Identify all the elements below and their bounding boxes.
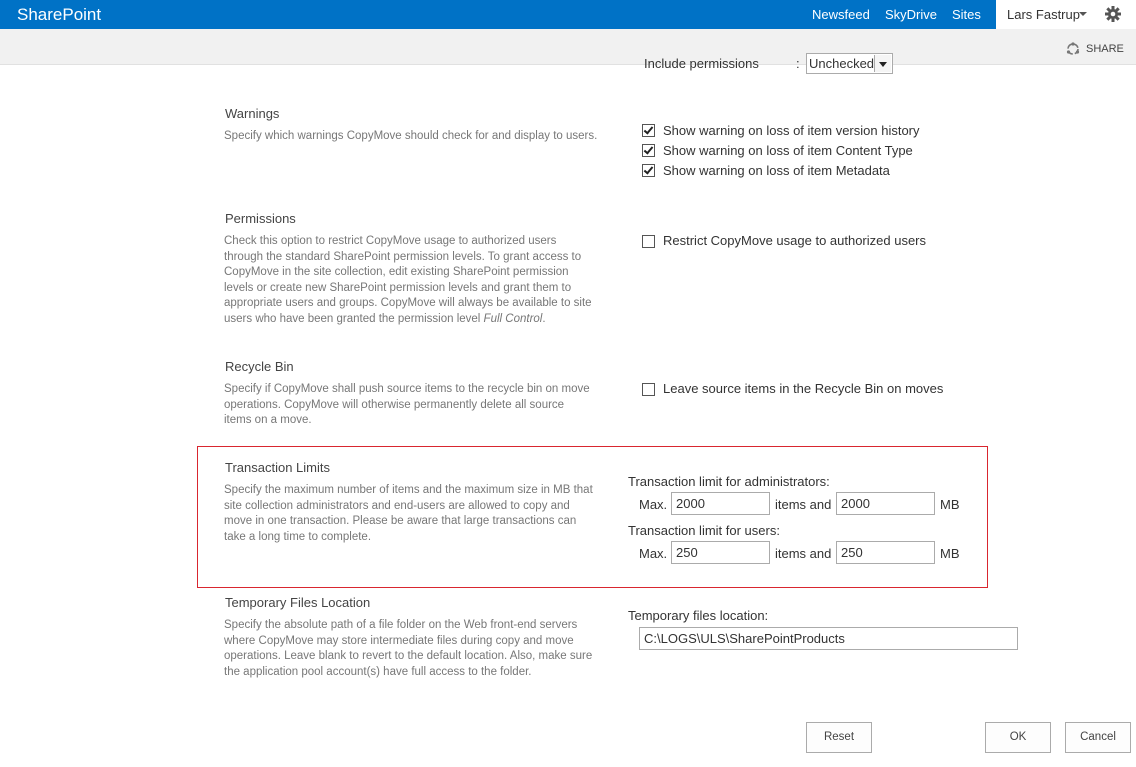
desc-line: appropriate users and groups. CopyMove will always be available to site [224, 297, 592, 309]
nav-skydrive[interactable]: SkyDrive [885, 7, 938, 22]
user-limit-label: Transaction limit for users: [628, 523, 780, 538]
recycle-bin-checkbox[interactable] [642, 383, 655, 396]
user-max-label: Max. [639, 546, 668, 561]
user-items-and-label: items and [775, 546, 832, 561]
permissions-title: Permissions [225, 211, 296, 226]
transaction-title: Transaction Limits [225, 460, 330, 475]
desc-line: operations. CopyMove will otherwise permanently delete all source [224, 398, 565, 411]
warnings-desc: Specify which warnings CopyMove should check for and display to users. [224, 130, 598, 142]
admin-mb-label: MB [940, 497, 960, 512]
desc-text: users who have been granted the permission level [224, 312, 484, 325]
ok-button[interactable]: OK [985, 722, 1051, 753]
reset-button[interactable]: Reset [806, 722, 872, 753]
desc-line: operations. Leave blank to revert to the default location. Also, make sure [224, 650, 593, 662]
version-history-label: Show warning on loss of item version history [663, 123, 920, 138]
suite-bar [0, 0, 1136, 29]
restrict-usage-checkbox[interactable] [642, 235, 655, 248]
desc-line: Specify the absolute path of a file folder on the Web front-end servers [224, 619, 578, 631]
recycle-desc [224, 382, 604, 429]
recycle-title: Recycle Bin [225, 359, 294, 374]
nav-newsfeed[interactable]: Newsfeed [812, 7, 870, 22]
admin-mb-input[interactable] [836, 492, 935, 515]
content-type-label: Show warning on loss of item Content Type [663, 143, 913, 158]
sharepoint-brand[interactable]: SharePoint [17, 5, 102, 24]
user-mb-input[interactable] [836, 541, 935, 564]
include-permissions-select[interactable] [806, 53, 893, 74]
admin-items-input[interactable] [671, 492, 770, 515]
tempfiles-input[interactable] [639, 627, 1018, 650]
desc-line: items on a move. [224, 414, 312, 426]
nav-sites[interactable]: Sites [952, 7, 981, 22]
desc-line: Specify if CopyMove shall push source items to the recycle bin on move [224, 383, 590, 395]
desc-period: . [542, 312, 546, 325]
cancel-button[interactable]: Cancel [1065, 722, 1131, 753]
content-type-checkbox[interactable] [642, 144, 655, 157]
desc-line: site collection administrators and end-users are allowed to copy and [224, 499, 570, 512]
desc-line: CopyMove in the site collection, edit existing SharePoint permission [224, 266, 569, 278]
warnings-title: Warnings [225, 106, 280, 121]
user-mb-label: MB [940, 546, 960, 561]
version-history-checkbox[interactable] [642, 124, 655, 137]
recycle-bin-label: Leave source items in the Recycle Bin on moves [663, 381, 944, 396]
user-items-input[interactable] [671, 541, 770, 564]
gear-icon[interactable] [1104, 5, 1122, 23]
desc-line: through the standard SharePoint permission levels. To grant access to [224, 250, 582, 263]
include-permissions-label: Include permissions [644, 56, 759, 71]
transaction-desc [224, 483, 604, 545]
share-button[interactable]: SHARE [1086, 43, 1124, 55]
desc-line: Check this option to restrict CopyMove usage to authorized users [224, 235, 557, 247]
desc-line: where CopyMove may store intermediate files during copy and move [224, 634, 574, 647]
metadata-label: Show warning on loss of item Metadata [663, 163, 890, 178]
chevron-down-icon[interactable] [874, 55, 891, 72]
desc-line: levels or create new SharePoint permission levels and grant them to [224, 281, 572, 294]
chevron-down-icon[interactable] [1079, 12, 1087, 16]
desc-line: move in one transaction. Please be aware that large transactions can [224, 515, 577, 527]
admin-items-and-label: items and [775, 497, 832, 512]
tempfiles-desc [224, 618, 614, 680]
include-permissions-value: Unchecked [809, 56, 875, 71]
ribbon [0, 29, 1136, 65]
metadata-checkbox[interactable] [642, 164, 655, 177]
tempfiles-label: Temporary files location: [628, 608, 769, 623]
include-permissions-colon: : [796, 56, 800, 71]
permissions-desc [224, 234, 604, 327]
desc-line: the application pool account(s) have full access to the folder. [224, 665, 532, 678]
restrict-usage-label: Restrict CopyMove usage to authorized users [663, 233, 927, 248]
user-menu[interactable]: Lars Fastrup [1007, 7, 1080, 22]
settings-content [0, 56, 1136, 767]
desc-line: Specify the maximum number of items and the maximum size in MB that [224, 484, 593, 496]
tempfiles-title: Temporary Files Location [225, 595, 371, 610]
admin-limit-label: Transaction limit for administrators: [628, 474, 830, 489]
desc-line: take a long time to complete. [224, 530, 372, 543]
full-control-text: Full Control [483, 312, 543, 325]
admin-max-label: Max. [639, 497, 668, 512]
share-icon[interactable] [1066, 42, 1080, 56]
desc-line [224, 312, 604, 328]
